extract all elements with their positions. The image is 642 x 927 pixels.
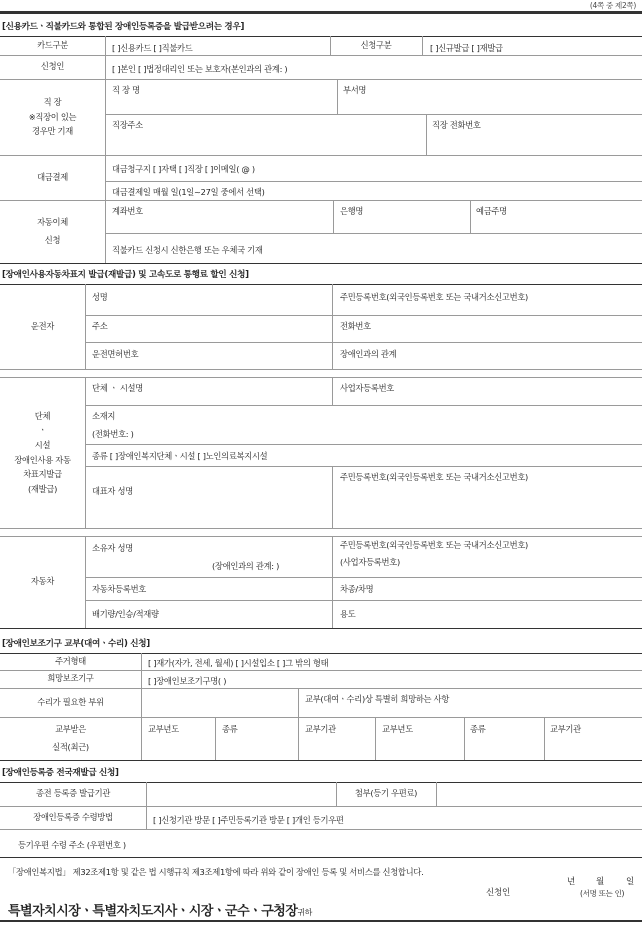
driver-phone-field[interactable]: 전화번호 [340,321,371,331]
driver-address-field[interactable]: 주소 [92,321,108,331]
autopay-title: 자동이체 [37,217,68,228]
owner-name-field[interactable]: 소유자 성명 [92,543,133,553]
driver-rrn-field[interactable]: 주민등록번호(외국인등록번호 또는 국내거소신고번호) [340,292,528,302]
workplace-note: 경우만 기재 [32,126,73,137]
addressee-suffix: 귀하 [297,908,312,917]
debit-card-note: 직불카드 신청시 신한은행 또는 우체국 기재 [112,245,263,255]
org-label-line: 단체 [34,410,51,421]
workplace-address-field[interactable]: 직장주소 [112,120,143,130]
section-assistive-device [0,635,642,762]
device-checkbox[interactable]: [ ]장애인보조기구명( ) [148,676,227,686]
organization-name-field[interactable]: 단체 ㆍ 시설명 [92,383,143,393]
card-type-checkboxes[interactable]: [ ]신용카드 [ ]직불카드 [112,43,193,53]
org-label-line: (재발급) [27,483,58,494]
date-day[interactable]: 일 [626,877,635,887]
receive-method-checkboxes[interactable]: [ ]신청기관 방문 [ ]주민등록기관 방문 [ ]개인 등기우편 [153,815,344,825]
issue-kind-field-2[interactable]: 종류 [470,724,486,734]
attachment-label: 첨부(등기 우편료) [354,788,418,799]
addressee-title: 특별자치시장ㆍ특별자치도지사ㆍ시장ㆍ군수ㆍ구청장 [8,904,298,919]
org-label-line: 시설 [34,439,51,450]
section-title: [장애인보조기구 교부(대여ㆍ수리) 신청] [2,639,150,649]
pay-day-field[interactable]: 대금결제일 매월 일(1일~27일 중에서 선택) [112,187,265,197]
driver-name-field[interactable]: 성명 [92,292,108,302]
date-year[interactable]: 년 [567,877,576,887]
org-label-line: 차표지발급 [23,469,62,480]
department-field[interactable]: 부서명 [343,85,367,95]
workplace-phone-field[interactable]: 직장 전화번호 [432,120,481,130]
application-statement: 「장애인복지법」 제32조제1항 및 같은 법 시행규칙 제3조제1항에 따라 위와 같이 장애인 등록 및 서비스를 신청합니다. [8,867,424,877]
car-registration-field[interactable]: 자동차등록번호 [92,584,147,594]
receive-method-label: 장애인등록증 수령방법 [33,811,113,822]
location-phone-field[interactable]: (전화번호: ) [92,429,134,439]
issue-year-field[interactable]: 교부년도 [148,724,179,734]
section-title: [신용카드ㆍ직불카드와 통합된 장애인등록증을 발급받으려는 경우] [2,22,245,32]
date-month[interactable]: 월 [596,877,605,887]
vehicle-label: 자동차 [30,576,55,587]
section-title: [장애인사용자동차표지 발급(재발급) 및 고속도로 통행료 할인 신청] [2,270,249,280]
account-number-field[interactable]: 계좌번호 [112,206,143,216]
organization-label [0,377,85,528]
addressee [8,900,312,919]
issue-kind-field[interactable]: 종류 [222,724,238,734]
business-number-field[interactable]: 사업자등록번호 [340,383,395,393]
apply-type-label: 신청구분 [360,39,392,50]
autopay-label [0,200,105,263]
car-usage-field[interactable]: 용도 [340,609,356,619]
issue-agency-field[interactable]: 교부기관 [305,724,336,734]
page-number: (4쪽 중 제2쪽) [589,1,636,10]
housing-checkboxes[interactable]: [ ]재가(자가, 전세, 월세) [ ]시설입소 [ ]그 밖의 형태 [148,658,329,668]
section-title: [장애인등록증 전국재발급 신청] [2,768,119,778]
applicant-label: 신청인 [40,61,65,72]
applicant-label: 신청인 [486,888,511,898]
owner-rrn-field[interactable]: 주민등록번호(외국인등록번호 또는 국내거소신고번호) [340,540,528,550]
bill-place-checkboxes[interactable]: 대금청구지 [ ]자택 [ ]직장 [ ]이메일( @ ) [112,164,255,174]
facility-kind-checkboxes[interactable]: 종류 [ ]장애인복지단체ㆍ시설 [ ]노인의료복지시설 [92,451,268,461]
autopay-subtitle: 신청 [44,234,61,245]
workplace-note: ※직장이 있는 [28,111,77,122]
driver-label: 운전자 [30,320,55,331]
bank-name-field[interactable]: 은행명 [340,206,364,216]
apply-type-checkboxes[interactable]: [ ]신규발급 [ ]재발급 [430,43,503,53]
special-request-field[interactable]: 교부(대여ㆍ수리)상 특별히 희망하는 사항 [305,694,450,704]
workplace-label [0,79,105,155]
history-label-line: 교부받은 [55,724,86,735]
housing-label: 주거형태 [55,655,86,666]
top-rule [0,11,642,14]
history-label-line: 실적(최근) [52,741,89,752]
applicant-checkboxes[interactable]: [ ]본인 [ ]법정대리인 또는 보호자(본인과의 관계: ) [112,64,288,74]
car-spec-field[interactable]: 배기량/인승/적재량 [92,609,159,619]
section-credit-card [0,18,642,265]
driver-license-field[interactable]: 운전면허번호 [92,349,139,359]
section-vehicle-sticker [0,266,642,633]
device-label: 희망보조기구 [47,673,94,684]
signature-field[interactable]: (서명 또는 인) [580,889,625,898]
issue-agency-field-2[interactable]: 교부기관 [550,724,581,734]
depositor-field[interactable]: 예금주명 [476,206,507,216]
car-model-field[interactable]: 차종/차명 [340,584,374,594]
card-type-label: 카드구분 [37,39,68,50]
issue-year-field-2[interactable]: 교부년도 [382,724,413,734]
workplace-name-field[interactable]: 직 장 명 [112,85,140,95]
repair-part-label: 수리가 필요한 부위 [37,696,104,707]
section-reissue [0,764,642,860]
org-label-line: ㆍ [38,425,47,436]
owner-relation-field[interactable]: (장애인과의 관계: ) [212,561,280,571]
representative-rrn-field[interactable]: 주민등록번호(외국인등록번호 또는 국내거소신고번호) [340,472,528,482]
history-label [0,717,141,760]
mail-address-field[interactable]: 등기우편 수령 주소 (우편번호 ) [18,840,126,850]
owner-business-field[interactable]: (사업자등록번호) [340,557,400,567]
location-field[interactable]: 소재지 [92,411,116,421]
workplace-title: 직 장 [43,96,62,107]
org-label-line: 장애인사용 자동 [14,454,71,465]
previous-agency-label: 종전 등록증 발급기관 [35,788,111,799]
payment-label: 대금결제 [37,171,68,182]
driver-relation-field[interactable]: 장애인과의 관계 [340,349,397,359]
representative-name-field[interactable]: 대표자 성명 [92,486,133,496]
bottom-rule [0,920,642,922]
